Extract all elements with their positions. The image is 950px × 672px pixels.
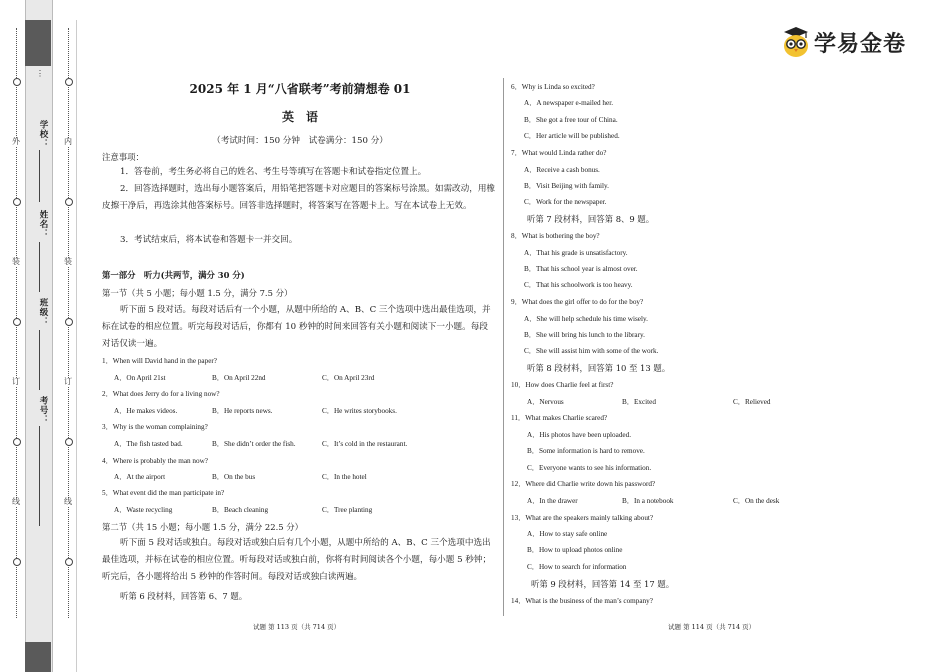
binding-circle [65, 558, 73, 566]
class-input-line[interactable] [39, 330, 40, 390]
option-c[interactable]: C．He writes storybooks. [322, 407, 397, 415]
outer-mark: 线 [12, 497, 20, 506]
note-item: 1．答卷前，考生务必将自己的姓名、考生号等填写在答题卡和试卷指定位置上。 [120, 167, 427, 177]
question-text: 13．What are the speakers mainly talking about? [511, 514, 654, 522]
note-item: 2．回答选择题时，选出每小题答案后，用铅笔把答题卡对应题目的答案标号涂黑。如需改动，用橡皮擦干净后，再选涂其他答案标号。回答非选择题时，将答案写在答题卡上。写在本试卷上无效。 [102, 184, 496, 211]
option-b[interactable]: B．In a notebook [622, 497, 674, 505]
binding-circle [13, 78, 21, 86]
material-7-instruction: 听第 7 段材料，回答第 8、9 题。 [527, 214, 655, 224]
binding-circle [13, 198, 21, 206]
question-text: 4．Where is probably the man now? [102, 457, 208, 465]
option-b[interactable]: B．She will bring his lunch to the library. [524, 331, 645, 339]
option-a[interactable]: A．The fish tasted bad. [114, 440, 183, 448]
material-6-instruction: 听第 6 段材料，回答第 6、7 题。 [120, 591, 248, 601]
option-c[interactable]: C．On the desk [733, 497, 780, 505]
option-c[interactable]: C．She will assist him with some of the work. [524, 347, 659, 355]
question-text: 12．Where did Charlie write down his password? [511, 480, 656, 488]
option-a[interactable]: A．At the airport [114, 473, 166, 481]
binding-circle [65, 198, 73, 206]
question-text: 1．When will David hand in the paper? [102, 357, 217, 365]
logo [782, 26, 906, 58]
colon-mark: ⋮ [36, 69, 44, 78]
option-b[interactable]: B．Some information is hard to remove. [527, 447, 645, 455]
logo-text: 学易金卷 [814, 31, 907, 57]
option-c[interactable]: C．Relieved [733, 398, 771, 406]
subject-title: 英 语 [281, 110, 318, 124]
band-dark-bottom [25, 642, 51, 672]
option-a[interactable]: A．She will help schedule his time wisely. [524, 315, 648, 323]
question-text: 10．How does Charlie feel at first? [511, 381, 614, 389]
binding-circle [65, 438, 73, 446]
option-b[interactable]: B．That his school year is almost over. [524, 265, 638, 273]
binding-circle [13, 558, 21, 566]
exam-number-input-line[interactable] [39, 426, 40, 526]
option-c[interactable]: C．Work for the newspaper. [524, 198, 607, 206]
option-b[interactable]: B．On the bus [212, 473, 256, 481]
part1-heading: 第一部分 听力(共两节，满分 30 分) [102, 270, 245, 280]
question-14-text: 14．What is the business of the man’s company? [511, 597, 653, 605]
footer-page-left: 试题 第 113 页（共 714 页） [253, 623, 341, 631]
outer-mark: 订 [12, 377, 20, 386]
option-b[interactable]: B．On April 22nd [212, 374, 266, 382]
option-a[interactable]: A．How to stay safe online [527, 530, 608, 538]
question-text: 7．What would Linda rather do? [511, 149, 607, 157]
inner-mark: 装 [64, 257, 72, 266]
option-b[interactable]: B．Excited [622, 398, 656, 406]
school-label: 学校： [38, 120, 48, 149]
option-c[interactable]: C．Tree planting [322, 506, 373, 514]
option-c[interactable]: C．Her article will be published. [524, 132, 620, 140]
option-b[interactable]: B．She didn’t order the fish. [212, 440, 296, 448]
option-b[interactable]: B．She got a free tour of China. [524, 116, 618, 124]
question-text: 9．What does the girl offer to do for the boy? [511, 298, 644, 306]
inner-mark: 内 [64, 137, 72, 146]
option-b[interactable]: B．Visit Beijing with family. [524, 182, 609, 190]
question-text: 5．What event did the man participate in? [102, 489, 225, 497]
option-c[interactable]: C．In the hotel [322, 473, 367, 481]
binding-circle [65, 78, 73, 86]
option-b[interactable]: B．He reports news. [212, 407, 273, 415]
question-text: 11．What makes Charlie scared? [511, 414, 608, 422]
option-a[interactable]: A．Waste recycling [114, 506, 173, 514]
exam-number-label: 考号： [38, 396, 48, 425]
option-a[interactable]: A．Nervous [527, 398, 564, 406]
binding-circle [13, 318, 21, 326]
question-text: 3．Why is the woman complaining? [102, 423, 208, 431]
option-a[interactable]: A．A newspaper e-mailed her. [524, 99, 614, 107]
name-label: 姓名： [38, 210, 48, 239]
option-c[interactable]: C．On April 23rd [322, 374, 375, 382]
option-a[interactable]: A．Receive a cash bonus. [524, 166, 600, 174]
school-input-line[interactable] [39, 150, 40, 202]
option-c[interactable]: C．It’s cold in the restaurant. [322, 440, 408, 448]
inner-mark: 订 [64, 377, 72, 386]
owl-mascot-icon [782, 26, 810, 58]
notes-heading: 注意事项： [102, 152, 144, 162]
outer-mark: 装 [12, 257, 20, 266]
option-a[interactable]: A．His photos have been uploaded. [527, 431, 631, 439]
outer-mark: 外 [12, 137, 20, 146]
material-8-instruction: 听第 8 段材料，回答第 10 至 13 题。 [527, 363, 671, 373]
page-margin-line [76, 20, 77, 672]
section2-heading: 第二节（共 15 小题；每小题 1.5 分，满分 22.5 分） [102, 522, 303, 532]
question-text: 2．What does Jerry do for a living now? [102, 390, 220, 398]
name-input-line[interactable] [39, 242, 40, 292]
section1-heading: 第一节（共 5 小题；每小题 1.5 分，满分 7.5 分） [102, 288, 293, 298]
section1-instructions: 听下面 5 段对话。每段对话后有一个小题，从题中所给的 A、B、C 三个选项中选出最佳选项，并标在试卷的相应位置。听完每段对话后，你都有 10 秒钟的时间来回答有关小题和阅读下一小题。每段对话仅读一遍。 [102, 305, 491, 349]
option-c[interactable]: C．That his schoolwork is too heavy. [524, 281, 633, 289]
class-label: 班级： [38, 298, 48, 327]
option-a[interactable]: A．On April 21st [114, 374, 166, 382]
column-divider [503, 78, 504, 616]
question-text: 6．Why is Linda so excited? [511, 83, 595, 91]
footer-page-right: 试题 第 114 页（共 714 页） [668, 623, 756, 631]
band-dark-top [25, 20, 51, 66]
option-a[interactable]: A．That his grade is unsatisfactory. [524, 249, 628, 257]
option-b[interactable]: B．How to upload photos online [527, 546, 623, 554]
exam-info: （考试时间：150 分钟 试卷满分：150 分） [212, 136, 388, 146]
binding-circle [65, 318, 73, 326]
option-a[interactable]: A．In the drawer [527, 497, 578, 505]
option-a[interactable]: A．He makes videos. [114, 407, 178, 415]
question-text: 8．What is bothering the boy? [511, 232, 600, 240]
option-c[interactable]: C．How to search for information [527, 563, 627, 571]
option-b[interactable]: B．Beach cleaning [212, 506, 269, 514]
material-9-instruction: 听第 9 段材料，回答第 14 至 17 题。 [531, 579, 675, 589]
section2-instructions: 听下面 5 段对话或独白。每段对话或独白后有几个小题，从题中所给的 A、B、C 三个选项中选出最佳选项，并标在试卷的相应位置。听每段对话或独白前，你将有时间阅读各个小题，每小题 5 秒钟；听完后，各小题将给出 5 秒钟的作答时间。每段对话或独白读两遍。 [102, 538, 492, 582]
option-c[interactable]: C．Everyone wants to see his information. [527, 464, 652, 472]
note-item: 3．考试结束后，将本试卷和答题卡一并交回。 [120, 235, 298, 245]
inner-mark: 线 [64, 497, 72, 506]
exam-title: 2025 年 1 月“八省联考”考前猜想卷 01 [189, 82, 411, 96]
binding-circle [13, 438, 21, 446]
